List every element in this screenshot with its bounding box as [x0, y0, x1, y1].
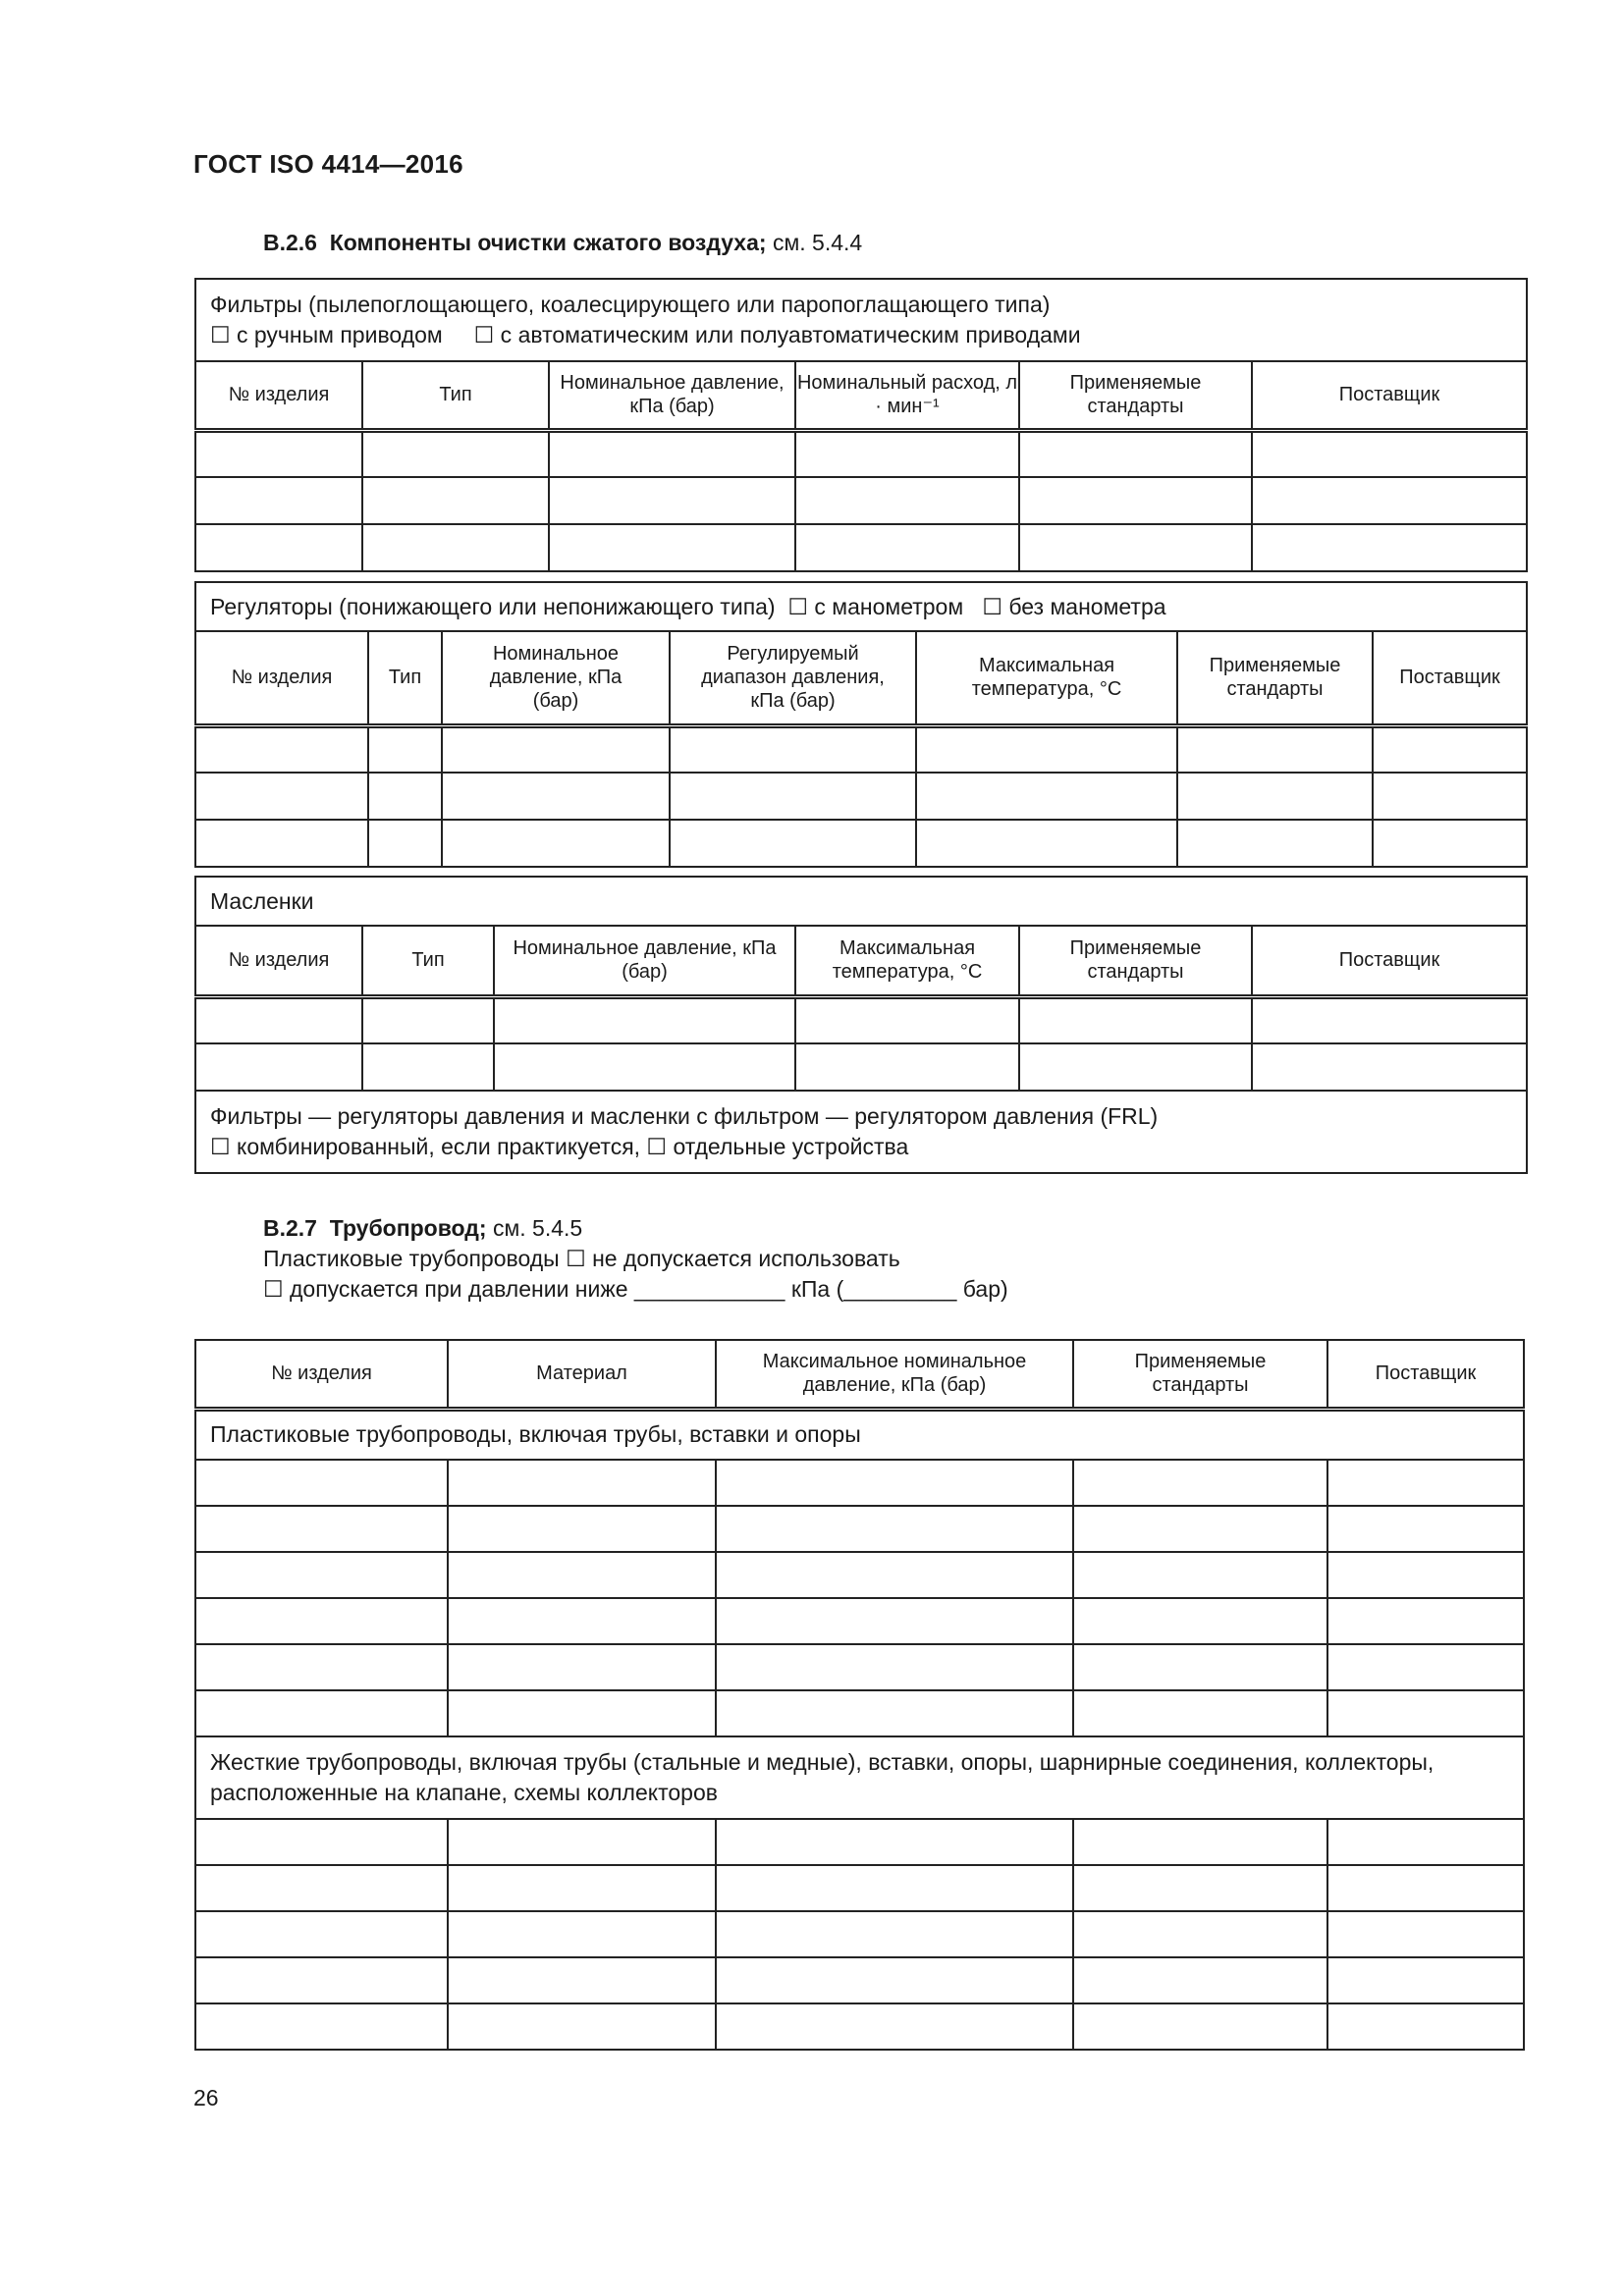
empty-cell[interactable]	[448, 1552, 716, 1598]
empty-cell[interactable]	[1373, 725, 1527, 773]
table-row	[195, 1911, 1524, 1957]
empty-cell[interactable]	[442, 820, 670, 867]
empty-cell[interactable]	[195, 1819, 448, 1865]
empty-cell[interactable]	[195, 820, 368, 867]
empty-cell[interactable]	[1073, 1460, 1327, 1506]
empty-cell[interactable]	[916, 773, 1177, 820]
frl-title: Фильтры — регуляторы давления и масленки с фильтром — регулятором давления (FRL)	[210, 1103, 1159, 1129]
empty-cell[interactable]	[195, 1911, 448, 1957]
lubricators-table	[194, 876, 1528, 1174]
table-row	[195, 773, 1527, 820]
frl-options[interactable]: ☐ комбинированный, если практикуется, ☐ отдельные устройства	[210, 1134, 909, 1159]
empty-cell[interactable]	[716, 1911, 1073, 1957]
empty-cell[interactable]	[362, 477, 549, 524]
table-row	[195, 1598, 1524, 1644]
empty-cell[interactable]	[448, 1865, 716, 1911]
empty-cell[interactable]	[1073, 2003, 1327, 2050]
column-header: № изделия	[195, 361, 362, 430]
empty-cell[interactable]	[1073, 1819, 1327, 1865]
empty-cell[interactable]	[368, 820, 442, 867]
empty-cell[interactable]	[195, 1865, 448, 1911]
lubricators-title-cell	[195, 877, 1527, 926]
empty-cell[interactable]	[1327, 1957, 1524, 2003]
empty-cell[interactable]	[195, 430, 362, 477]
empty-cell[interactable]	[716, 2003, 1073, 2050]
table-row	[195, 524, 1527, 571]
empty-cell[interactable]	[195, 1043, 362, 1091]
empty-cell[interactable]	[195, 773, 368, 820]
table-row	[195, 2003, 1524, 2050]
empty-cell[interactable]	[368, 725, 442, 773]
empty-cell[interactable]	[716, 1957, 1073, 2003]
empty-cell[interactable]	[362, 430, 549, 477]
section-heading-b27	[263, 1215, 582, 1242]
column-header: Тип	[362, 926, 494, 996]
column-header: Применяемые стандарты	[1177, 631, 1373, 725]
empty-cell[interactable]	[1073, 1865, 1327, 1911]
table-row	[195, 1460, 1524, 1506]
empty-cell[interactable]	[1327, 1644, 1524, 1690]
empty-cell[interactable]	[195, 725, 368, 773]
empty-cell[interactable]	[716, 1506, 1073, 1552]
filters-auto-option[interactable]: ☐ с автоматическим или полуавтоматическим приводами	[473, 322, 1081, 347]
empty-cell[interactable]	[195, 1552, 448, 1598]
column-header: № изделия	[195, 926, 362, 996]
table-row	[195, 1690, 1524, 1736]
empty-cell[interactable]	[362, 1043, 494, 1091]
column-header: Поставщик	[1252, 361, 1527, 430]
empty-cell[interactable]	[716, 1598, 1073, 1644]
empty-cell[interactable]	[549, 477, 795, 524]
column-header: № изделия	[195, 631, 368, 725]
empty-cell[interactable]	[916, 820, 1177, 867]
empty-cell[interactable]	[195, 524, 362, 571]
page-number: 26	[193, 2085, 219, 2110]
empty-cell[interactable]	[1252, 996, 1527, 1043]
empty-cell[interactable]	[1019, 477, 1252, 524]
empty-cell[interactable]	[1252, 1043, 1527, 1091]
section-title: Трубопровод;	[329, 1215, 487, 1241]
empty-cell[interactable]	[1177, 725, 1373, 773]
column-header: Применяемые стандарты	[1073, 1340, 1327, 1409]
empty-cell[interactable]	[1019, 996, 1252, 1043]
empty-cell[interactable]	[670, 820, 916, 867]
table-row	[195, 1506, 1524, 1552]
column-header: Тип	[368, 631, 442, 725]
empty-cell[interactable]	[362, 996, 494, 1043]
empty-cell[interactable]	[448, 1957, 716, 2003]
empty-cell[interactable]	[916, 725, 1177, 773]
section-number: В.2.6	[263, 230, 317, 255]
empty-cell[interactable]	[368, 773, 442, 820]
table-row	[195, 1957, 1524, 2003]
empty-cell[interactable]	[1327, 1506, 1524, 1552]
empty-cell[interactable]	[716, 1865, 1073, 1911]
rigid-pipes-title: Жесткие трубопроводы, включая трубы (стальные и медные), вставки, опоры, шарнирные соединения, коллекторы, расположенные на клапане, схемы коллекторов	[195, 1736, 1524, 1819]
regulators-title: Регуляторы (понижающего или непонижающего типа)	[210, 593, 776, 619]
column-header: Материал	[448, 1340, 716, 1409]
column-header: Применяемые стандарты	[1019, 361, 1252, 430]
empty-cell[interactable]	[1073, 1690, 1327, 1736]
empty-cell[interactable]	[448, 1460, 716, 1506]
empty-cell[interactable]	[1252, 430, 1527, 477]
empty-cell[interactable]	[1073, 1552, 1327, 1598]
empty-cell[interactable]	[716, 1819, 1073, 1865]
plastic-pipe-line[interactable]: Пластиковые трубопроводы ☐ не допускается использовать	[263, 1246, 900, 1271]
empty-cell[interactable]	[795, 524, 1019, 571]
empty-cell[interactable]	[448, 1690, 716, 1736]
table-row	[195, 1644, 1524, 1690]
column-header: Поставщик	[1373, 631, 1527, 725]
empty-cell[interactable]	[1327, 1460, 1524, 1506]
plastic-pipes-title: Пластиковые трубопроводы, включая трубы, вставки и опоры	[195, 1409, 1524, 1460]
empty-cell[interactable]	[448, 1819, 716, 1865]
empty-cell[interactable]	[1073, 1957, 1327, 2003]
filters-manual-option[interactable]: ☐ с ручным приводом	[210, 322, 443, 347]
empty-cell[interactable]	[1327, 2003, 1524, 2050]
table-row	[195, 1865, 1524, 1911]
empty-cell[interactable]	[442, 773, 670, 820]
regulators-table	[194, 581, 1528, 868]
empty-cell[interactable]	[195, 1690, 448, 1736]
table-row	[195, 430, 1527, 477]
empty-cell[interactable]	[1327, 1552, 1524, 1598]
empty-cell[interactable]	[1327, 1819, 1524, 1865]
column-header: № изделия	[195, 1340, 448, 1409]
empty-cell[interactable]	[1019, 524, 1252, 571]
empty-cell[interactable]	[795, 430, 1019, 477]
empty-cell[interactable]	[716, 1460, 1073, 1506]
empty-cell[interactable]	[1373, 773, 1527, 820]
regulators-no-gauge-option[interactable]: ☐ без манометра	[982, 593, 1166, 619]
column-header: Номинальное давление, кПа (бар)	[494, 926, 795, 996]
table-row	[195, 477, 1527, 524]
empty-cell[interactable]	[1019, 430, 1252, 477]
empty-cell[interactable]	[716, 1690, 1073, 1736]
empty-cell[interactable]	[670, 773, 916, 820]
table-row	[195, 1043, 1527, 1091]
empty-cell[interactable]	[448, 2003, 716, 2050]
empty-cell[interactable]	[195, 1644, 448, 1690]
table-row	[195, 820, 1527, 867]
section-title: Компоненты очистки сжатого воздуха;	[329, 230, 767, 255]
empty-cell[interactable]	[670, 725, 916, 773]
empty-cell[interactable]	[1073, 1911, 1327, 1957]
empty-cell[interactable]	[442, 725, 670, 773]
plastic-pipe-pressure-line[interactable]: ☐ допускается при давлении ниже ____________ кПа (_________ бар)	[263, 1276, 1008, 1302]
column-header: Поставщик	[1252, 926, 1527, 996]
regulators-title-cell	[195, 582, 1527, 631]
empty-cell[interactable]	[795, 1043, 1019, 1091]
empty-cell[interactable]	[448, 1598, 716, 1644]
filters-title-cell	[195, 279, 1527, 361]
standard-code: ГОСТ ISO 4414—2016	[193, 149, 463, 179]
filters-table	[194, 278, 1528, 572]
empty-cell[interactable]	[1073, 1598, 1327, 1644]
empty-cell[interactable]	[549, 430, 795, 477]
empty-cell[interactable]	[1073, 1506, 1327, 1552]
section-heading-b26	[263, 230, 862, 256]
empty-cell[interactable]	[448, 1506, 716, 1552]
column-header: Номинальное давление, кПа (бар)	[549, 361, 795, 430]
empty-cell[interactable]	[1252, 477, 1527, 524]
column-header: Применяемые стандарты	[1019, 926, 1252, 996]
table-row	[195, 1552, 1524, 1598]
empty-cell[interactable]	[494, 996, 795, 1043]
empty-cell[interactable]	[195, 1957, 448, 2003]
empty-cell[interactable]	[1177, 820, 1373, 867]
empty-cell[interactable]	[195, 996, 362, 1043]
empty-cell[interactable]	[494, 1043, 795, 1091]
column-header: Поставщик	[1327, 1340, 1524, 1409]
section-ref: см. 5.4.5	[492, 1215, 583, 1241]
column-header: Максимальное номинальное давление, кПа (бар)	[716, 1340, 1073, 1409]
empty-cell[interactable]	[1327, 1865, 1524, 1911]
column-header: Номинальное давление, кПа (бар)	[442, 631, 670, 725]
regulators-gauge-option[interactable]: ☐ с манометром	[787, 593, 964, 619]
empty-cell[interactable]	[362, 524, 549, 571]
column-header: Номинальный расход, л · мин⁻¹	[795, 361, 1019, 430]
empty-cell[interactable]	[195, 1598, 448, 1644]
empty-cell[interactable]	[448, 1644, 716, 1690]
empty-cell[interactable]	[195, 1506, 448, 1552]
column-header: Максимальная температура, °С	[916, 631, 1177, 725]
empty-cell[interactable]	[1327, 1911, 1524, 1957]
empty-cell[interactable]	[195, 1460, 448, 1506]
empty-cell[interactable]	[1073, 1644, 1327, 1690]
empty-cell[interactable]	[795, 477, 1019, 524]
lubricators-title: Масленки	[210, 887, 314, 914]
pipeline-table	[194, 1339, 1525, 2051]
column-header: Максимальная температура, °С	[795, 926, 1019, 996]
empty-cell[interactable]	[1373, 820, 1527, 867]
empty-cell[interactable]	[1327, 1690, 1524, 1736]
empty-cell[interactable]	[1252, 524, 1527, 571]
table-row	[195, 725, 1527, 773]
empty-cell[interactable]	[448, 1911, 716, 1957]
empty-cell[interactable]	[795, 996, 1019, 1043]
empty-cell[interactable]	[1327, 1598, 1524, 1644]
empty-cell[interactable]	[1177, 773, 1373, 820]
section-ref: см. 5.4.4	[772, 230, 863, 255]
table-row	[195, 996, 1527, 1043]
empty-cell[interactable]	[549, 524, 795, 571]
frl-cell	[195, 1091, 1527, 1173]
empty-cell[interactable]	[716, 1552, 1073, 1598]
filters-title: Фильтры (пылепоглощающего, коалесцирующего или паропоглащающего типа)	[210, 292, 1051, 317]
empty-cell[interactable]	[716, 1644, 1073, 1690]
column-header: Регулируемый диапазон давления, кПа (бар)	[670, 631, 916, 725]
section-number: В.2.7	[263, 1215, 317, 1241]
empty-cell[interactable]	[195, 2003, 448, 2050]
table-row	[195, 1819, 1524, 1865]
empty-cell[interactable]	[1019, 1043, 1252, 1091]
column-header: Тип	[362, 361, 549, 430]
empty-cell[interactable]	[195, 477, 362, 524]
